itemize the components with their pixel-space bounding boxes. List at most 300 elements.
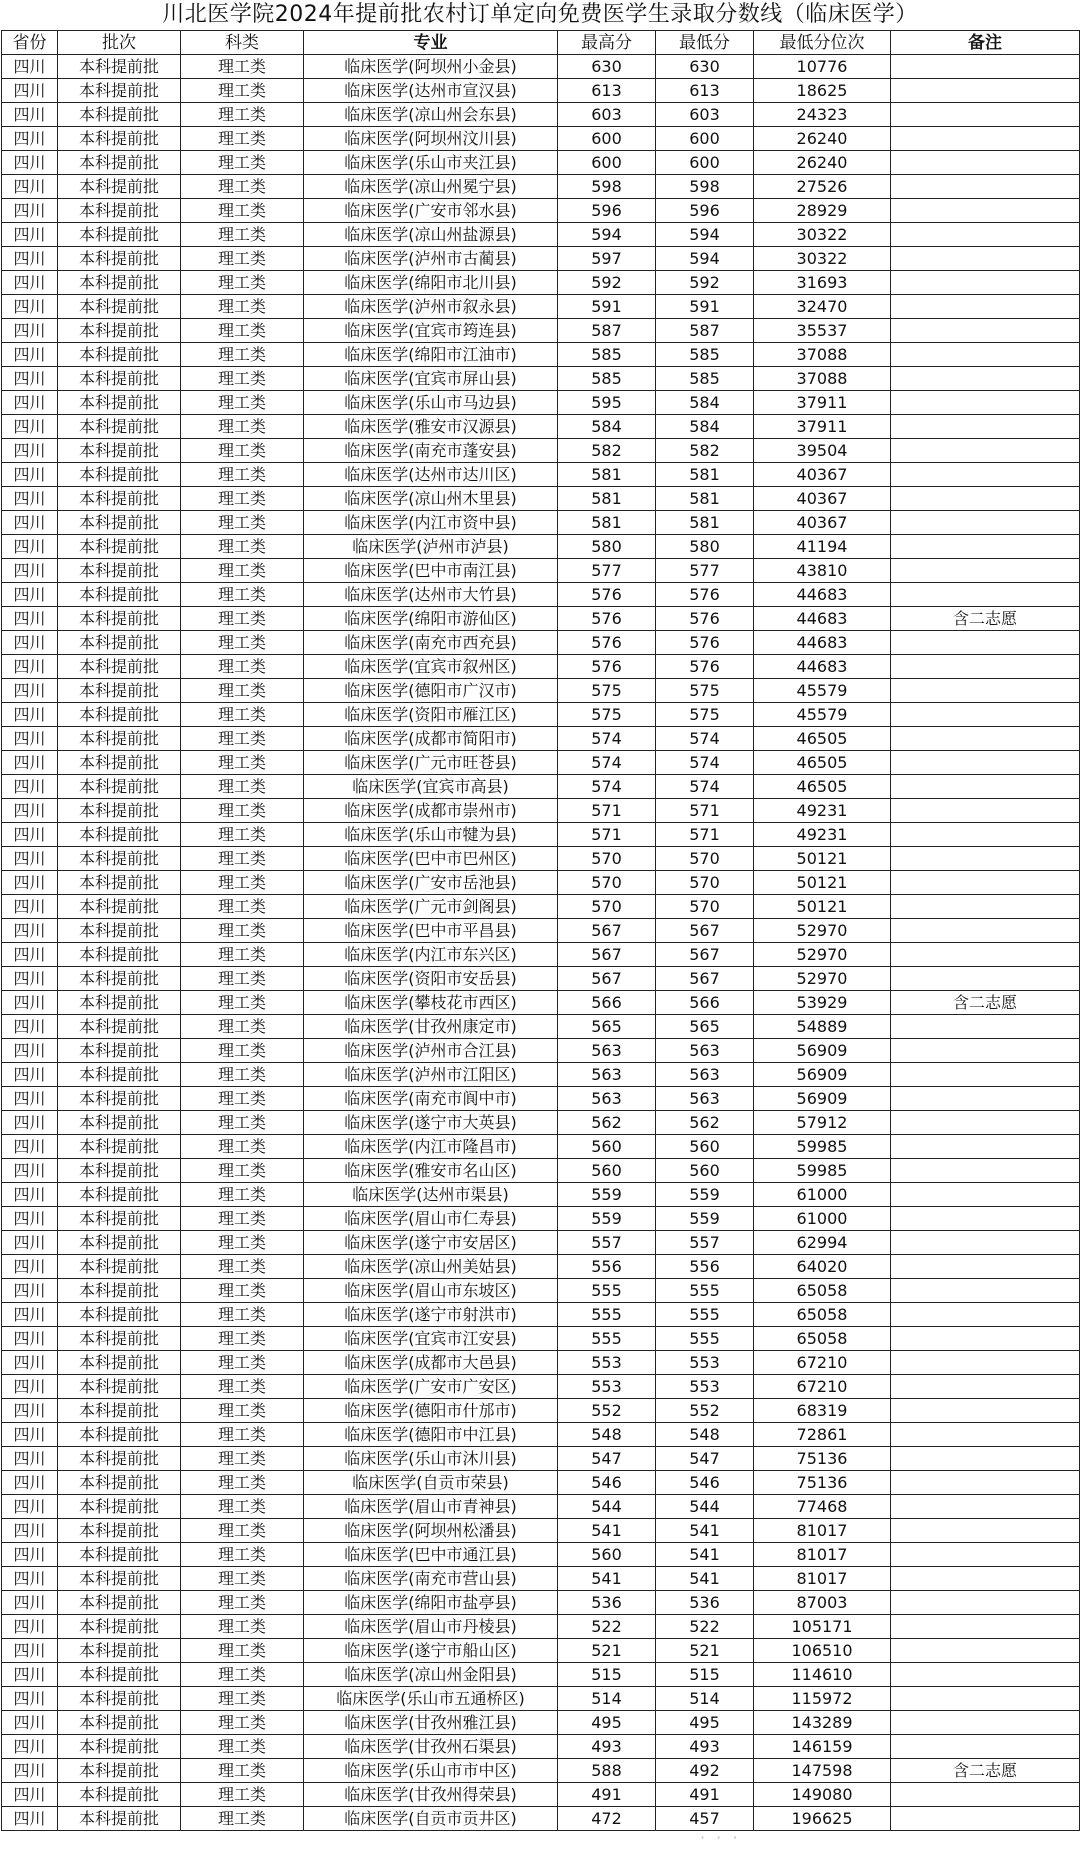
cell-province: 四川 (2, 775, 58, 799)
table-row (2, 511, 1080, 535)
table-row (2, 679, 1080, 703)
cell-category: 理工类 (181, 1327, 304, 1351)
cell-province: 四川 (2, 919, 58, 943)
cell-max-score: 555 (558, 1327, 656, 1351)
table-row (2, 1135, 1080, 1159)
cell-max-score: 588 (558, 1759, 656, 1783)
cell-province: 四川 (2, 1687, 58, 1711)
cell-min-rank: 46505 (754, 775, 891, 799)
cell-province: 四川 (2, 415, 58, 439)
cell-min-score: 565 (656, 1015, 754, 1039)
cell-remark (891, 535, 1080, 559)
cell-major: 临床医学(德阳市广汉市) (304, 679, 558, 703)
table-row (2, 79, 1080, 103)
cell-province: 四川 (2, 1207, 58, 1231)
cell-min-score: 567 (656, 943, 754, 967)
cell-max-score: 584 (558, 415, 656, 439)
table-row (2, 1015, 1080, 1039)
cell-min-score: 575 (656, 703, 754, 727)
cell-category: 理工类 (181, 1183, 304, 1207)
cell-major: 临床医学(雅安市汉源县) (304, 415, 558, 439)
cell-major: 临床医学(乐山市市中区) (304, 1759, 558, 1783)
cell-major: 临床医学(宜宾市筠连县) (304, 319, 558, 343)
cell-remark (891, 415, 1080, 439)
cell-max-score: 571 (558, 823, 656, 847)
table-row (2, 1711, 1080, 1735)
cell-remark (891, 1663, 1080, 1687)
cell-max-score: 603 (558, 103, 656, 127)
cell-major: 临床医学(广安市岳池县) (304, 871, 558, 895)
cell-max-score: 553 (558, 1351, 656, 1375)
cell-batch: 本科提前批 (58, 151, 181, 175)
cell-province: 四川 (2, 1183, 58, 1207)
table-row (2, 1303, 1080, 1327)
cell-province: 四川 (2, 847, 58, 871)
cell-batch: 本科提前批 (58, 1087, 181, 1111)
cell-min-score: 541 (656, 1567, 754, 1591)
cell-min-score: 457 (656, 1807, 754, 1831)
cell-province: 四川 (2, 1303, 58, 1327)
cell-province: 四川 (2, 511, 58, 535)
cell-remark (891, 319, 1080, 343)
cell-max-score: 576 (558, 655, 656, 679)
cell-category: 理工类 (181, 1039, 304, 1063)
cell-min-score: 560 (656, 1159, 754, 1183)
cell-max-score: 592 (558, 271, 656, 295)
cell-category: 理工类 (181, 223, 304, 247)
cell-min-rank: 81017 (754, 1567, 891, 1591)
cell-min-score: 492 (656, 1759, 754, 1783)
cell-batch: 本科提前批 (58, 943, 181, 967)
cell-category: 理工类 (181, 55, 304, 79)
table-row (2, 751, 1080, 775)
cell-remark (891, 1519, 1080, 1543)
cell-category: 理工类 (181, 391, 304, 415)
cell-max-score: 576 (558, 583, 656, 607)
cell-min-rank: 43810 (754, 559, 891, 583)
cell-major: 临床医学(德阳市中江县) (304, 1423, 558, 1447)
cell-major: 临床医学(巴中市巴州区) (304, 847, 558, 871)
header-province: 省份 (2, 31, 58, 55)
cell-max-score: 563 (558, 1039, 656, 1063)
cell-max-score: 567 (558, 943, 656, 967)
cell-min-score: 587 (656, 319, 754, 343)
cell-category: 理工类 (181, 1783, 304, 1807)
table-row (2, 1639, 1080, 1663)
cell-max-score: 555 (558, 1279, 656, 1303)
cell-major: 临床医学(绵阳市盐亭县) (304, 1591, 558, 1615)
cell-min-rank: 37911 (754, 415, 891, 439)
cell-major: 临床医学(泸州市江阳区) (304, 1063, 558, 1087)
cell-remark (891, 367, 1080, 391)
cell-remark (891, 1231, 1080, 1255)
cell-remark (891, 1111, 1080, 1135)
cell-remark (891, 1351, 1080, 1375)
table-row (2, 1111, 1080, 1135)
table-row (2, 1663, 1080, 1687)
cell-category: 理工类 (181, 1231, 304, 1255)
header-min-score: 最低分 (656, 31, 754, 55)
cell-min-rank: 52970 (754, 943, 891, 967)
cell-min-score: 584 (656, 415, 754, 439)
table-row (2, 391, 1080, 415)
cell-max-score: 544 (558, 1495, 656, 1519)
cell-batch: 本科提前批 (58, 1615, 181, 1639)
table-row (2, 1375, 1080, 1399)
table-row (2, 439, 1080, 463)
cell-major: 临床医学(乐山市沐川县) (304, 1447, 558, 1471)
cell-batch: 本科提前批 (58, 1207, 181, 1231)
cell-batch: 本科提前批 (58, 1399, 181, 1423)
cell-remark (891, 1615, 1080, 1639)
cell-min-score: 491 (656, 1783, 754, 1807)
cell-province: 四川 (2, 655, 58, 679)
cell-max-score: 575 (558, 679, 656, 703)
cell-category: 理工类 (181, 1351, 304, 1375)
cell-min-score: 577 (656, 559, 754, 583)
table-row (2, 655, 1080, 679)
cell-min-score: 596 (656, 199, 754, 223)
cell-min-score: 548 (656, 1423, 754, 1447)
cell-remark (891, 487, 1080, 511)
cell-min-rank: 18625 (754, 79, 891, 103)
cell-batch: 本科提前批 (58, 1711, 181, 1735)
cell-province: 四川 (2, 703, 58, 727)
cell-min-rank: 67210 (754, 1351, 891, 1375)
cell-province: 四川 (2, 319, 58, 343)
cell-max-score: 571 (558, 799, 656, 823)
cell-major: 临床医学(南充市蓬安县) (304, 439, 558, 463)
table-row (2, 895, 1080, 919)
cell-batch: 本科提前批 (58, 1735, 181, 1759)
cell-remark (891, 271, 1080, 295)
cell-major: 临床医学(凉山州美姑县) (304, 1255, 558, 1279)
cell-min-score: 559 (656, 1183, 754, 1207)
cell-max-score: 562 (558, 1111, 656, 1135)
cell-category: 理工类 (181, 775, 304, 799)
cell-min-score: 562 (656, 1111, 754, 1135)
cell-remark: 含二志愿 (891, 1759, 1080, 1783)
cell-min-score: 559 (656, 1207, 754, 1231)
table-row (2, 1351, 1080, 1375)
cell-province: 四川 (2, 391, 58, 415)
cell-min-rank: 52970 (754, 967, 891, 991)
cell-min-rank: 56909 (754, 1039, 891, 1063)
table-row (2, 1063, 1080, 1087)
cell-category: 理工类 (181, 871, 304, 895)
cell-category: 理工类 (181, 1663, 304, 1687)
cell-category: 理工类 (181, 1735, 304, 1759)
cell-province: 四川 (2, 679, 58, 703)
cell-min-rank: 81017 (754, 1543, 891, 1567)
cell-min-score: 553 (656, 1351, 754, 1375)
cell-category: 理工类 (181, 367, 304, 391)
cell-remark (891, 1183, 1080, 1207)
cell-max-score: 472 (558, 1807, 656, 1831)
cell-max-score: 560 (558, 1543, 656, 1567)
cell-min-rank: 44683 (754, 655, 891, 679)
cell-max-score: 570 (558, 871, 656, 895)
cell-max-score: 565 (558, 1015, 656, 1039)
cell-batch: 本科提前批 (58, 871, 181, 895)
cell-category: 理工类 (181, 1687, 304, 1711)
cell-max-score: 580 (558, 535, 656, 559)
cell-remark (891, 1711, 1080, 1735)
cell-major: 临床医学(达州市渠县) (304, 1183, 558, 1207)
cell-category: 理工类 (181, 1423, 304, 1447)
table-row (2, 583, 1080, 607)
cell-category: 理工类 (181, 967, 304, 991)
cell-min-rank: 143289 (754, 1711, 891, 1735)
cell-min-score: 581 (656, 463, 754, 487)
cell-province: 四川 (2, 1519, 58, 1543)
cell-major: 临床医学(广元市剑阁县) (304, 895, 558, 919)
cell-min-score: 582 (656, 439, 754, 463)
table-row (2, 1423, 1080, 1447)
cell-min-score: 495 (656, 1711, 754, 1735)
cell-min-rank: 50121 (754, 895, 891, 919)
cell-batch: 本科提前批 (58, 175, 181, 199)
table-row (2, 1759, 1080, 1783)
cell-min-rank: 147598 (754, 1759, 891, 1783)
cell-category: 理工类 (181, 439, 304, 463)
cell-min-rank: 40367 (754, 463, 891, 487)
cell-major: 临床医学(达州市宣汉县) (304, 79, 558, 103)
table-row (2, 1495, 1080, 1519)
cell-major: 临床医学(成都市崇州市) (304, 799, 558, 823)
table-body (2, 55, 1080, 1831)
cell-category: 理工类 (181, 1063, 304, 1087)
cell-major: 临床医学(雅安市名山区) (304, 1159, 558, 1183)
cell-province: 四川 (2, 1663, 58, 1687)
cell-batch: 本科提前批 (58, 1687, 181, 1711)
cell-remark (891, 1303, 1080, 1327)
cell-major: 临床医学(巴中市南江县) (304, 559, 558, 583)
table-row (2, 775, 1080, 799)
cell-major: 临床医学(泸州市叙永县) (304, 295, 558, 319)
cell-max-score: 493 (558, 1735, 656, 1759)
cell-max-score: 491 (558, 1783, 656, 1807)
cell-max-score: 581 (558, 463, 656, 487)
header-major: 专业 (304, 31, 558, 55)
table-row (2, 727, 1080, 751)
cell-min-score: 600 (656, 127, 754, 151)
table-row (2, 919, 1080, 943)
cell-province: 四川 (2, 1735, 58, 1759)
cell-major: 临床医学(达州市大竹县) (304, 583, 558, 607)
table-row (2, 1279, 1080, 1303)
table-row (2, 319, 1080, 343)
cell-batch: 本科提前批 (58, 1063, 181, 1087)
cell-batch: 本科提前批 (58, 1351, 181, 1375)
cell-remark (891, 1639, 1080, 1663)
cell-province: 四川 (2, 1111, 58, 1135)
cell-remark (891, 1735, 1080, 1759)
cell-max-score: 515 (558, 1663, 656, 1687)
cell-min-score: 570 (656, 895, 754, 919)
cell-batch: 本科提前批 (58, 199, 181, 223)
cell-major: 临床医学(攀枝花市西区) (304, 991, 558, 1015)
cell-batch: 本科提前批 (58, 79, 181, 103)
table-row (2, 1735, 1080, 1759)
cell-major: 临床医学(乐山市犍为县) (304, 823, 558, 847)
cell-major: 临床医学(凉山州冕宁县) (304, 175, 558, 199)
cell-min-score: 544 (656, 1495, 754, 1519)
cell-remark (891, 655, 1080, 679)
cell-max-score: 591 (558, 295, 656, 319)
cell-min-score: 591 (656, 295, 754, 319)
cell-min-rank: 56909 (754, 1063, 891, 1087)
cell-category: 理工类 (181, 1087, 304, 1111)
cell-major: 临床医学(巴中市平昌县) (304, 919, 558, 943)
cell-max-score: 567 (558, 919, 656, 943)
cell-batch: 本科提前批 (58, 1759, 181, 1783)
cell-remark (891, 1375, 1080, 1399)
table-row (2, 1207, 1080, 1231)
cell-remark (891, 631, 1080, 655)
cell-category: 理工类 (181, 727, 304, 751)
cell-max-score: 595 (558, 391, 656, 415)
cell-min-rank: 72861 (754, 1423, 891, 1447)
cell-major: 临床医学(泸州市泸县) (304, 535, 558, 559)
cell-remark (891, 823, 1080, 847)
cell-min-rank: 44683 (754, 631, 891, 655)
cell-remark (891, 1135, 1080, 1159)
table-row (2, 343, 1080, 367)
cell-min-rank: 149080 (754, 1783, 891, 1807)
cell-batch: 本科提前批 (58, 631, 181, 655)
cell-category: 理工类 (181, 679, 304, 703)
cell-remark (891, 871, 1080, 895)
cell-province: 四川 (2, 295, 58, 319)
cell-min-rank: 57912 (754, 1111, 891, 1135)
cell-min-score: 555 (656, 1303, 754, 1327)
cell-remark (891, 247, 1080, 271)
cell-province: 四川 (2, 751, 58, 775)
score-table (1, 30, 1080, 1831)
cell-remark (891, 847, 1080, 871)
cell-province: 四川 (2, 943, 58, 967)
cell-major: 临床医学(遂宁市安居区) (304, 1231, 558, 1255)
cell-batch: 本科提前批 (58, 1111, 181, 1135)
cell-category: 理工类 (181, 535, 304, 559)
cell-remark (891, 343, 1080, 367)
cell-batch: 本科提前批 (58, 607, 181, 631)
cell-max-score: 574 (558, 727, 656, 751)
cell-max-score: 522 (558, 1615, 656, 1639)
cell-batch: 本科提前批 (58, 583, 181, 607)
cell-remark (891, 1567, 1080, 1591)
cell-category: 理工类 (181, 919, 304, 943)
cell-max-score: 596 (558, 199, 656, 223)
cell-batch: 本科提前批 (58, 103, 181, 127)
cell-batch: 本科提前批 (58, 1519, 181, 1543)
cell-max-score: 600 (558, 127, 656, 151)
cell-remark (891, 175, 1080, 199)
cell-max-score: 546 (558, 1471, 656, 1495)
cell-min-rank: 77468 (754, 1495, 891, 1519)
cell-min-rank: 32470 (754, 295, 891, 319)
cell-min-score: 567 (656, 919, 754, 943)
cell-batch: 本科提前批 (58, 511, 181, 535)
cell-major: 临床医学(成都市大邑县) (304, 1351, 558, 1375)
table-row (2, 1183, 1080, 1207)
cell-major: 临床医学(宜宾市屏山县) (304, 367, 558, 391)
cell-category: 理工类 (181, 1495, 304, 1519)
cell-major: 临床医学(达州市达川区) (304, 463, 558, 487)
cell-province: 四川 (2, 199, 58, 223)
cell-major: 临床医学(乐山市五通桥区) (304, 1687, 558, 1711)
cell-major: 临床医学(广安市广安区) (304, 1375, 558, 1399)
cell-batch: 本科提前批 (58, 1567, 181, 1591)
header-remark: 备注 (891, 31, 1080, 55)
cell-max-score: 560 (558, 1159, 656, 1183)
table-row (2, 991, 1080, 1015)
cell-province: 四川 (2, 79, 58, 103)
cell-remark (891, 295, 1080, 319)
cell-remark (891, 1687, 1080, 1711)
cell-min-rank: 87003 (754, 1591, 891, 1615)
cell-province: 四川 (2, 967, 58, 991)
cell-province: 四川 (2, 1087, 58, 1111)
cell-min-rank: 30322 (754, 223, 891, 247)
table-row (2, 1615, 1080, 1639)
table-row (2, 175, 1080, 199)
table-row (2, 1471, 1080, 1495)
table-row (2, 1255, 1080, 1279)
cell-min-rank: 37088 (754, 343, 891, 367)
cell-min-score: 576 (656, 631, 754, 655)
cell-remark (891, 103, 1080, 127)
cell-category: 理工类 (181, 127, 304, 151)
cell-major: 临床医学(绵阳市游仙区) (304, 607, 558, 631)
cell-province: 四川 (2, 463, 58, 487)
cell-batch: 本科提前批 (58, 1279, 181, 1303)
cell-min-rank: 45579 (754, 679, 891, 703)
cell-province: 四川 (2, 535, 58, 559)
cell-remark (891, 1207, 1080, 1231)
cell-batch: 本科提前批 (58, 487, 181, 511)
cell-major: 临床医学(广元市旺苍县) (304, 751, 558, 775)
cell-major: 临床医学(南充市营山县) (304, 1567, 558, 1591)
cell-batch: 本科提前批 (58, 1807, 181, 1831)
cell-batch: 本科提前批 (58, 1159, 181, 1183)
cell-max-score: 576 (558, 631, 656, 655)
cell-province: 四川 (2, 127, 58, 151)
cell-batch: 本科提前批 (58, 679, 181, 703)
table-row (2, 367, 1080, 391)
cell-batch: 本科提前批 (58, 655, 181, 679)
cell-province: 四川 (2, 1447, 58, 1471)
cell-province: 四川 (2, 1759, 58, 1783)
header-category: 科类 (181, 31, 304, 55)
cell-batch: 本科提前批 (58, 727, 181, 751)
cell-province: 四川 (2, 895, 58, 919)
cell-batch: 本科提前批 (58, 967, 181, 991)
cell-min-score: 576 (656, 583, 754, 607)
cell-min-score: 546 (656, 1471, 754, 1495)
cell-batch: 本科提前批 (58, 535, 181, 559)
cell-remark: 含二志愿 (891, 607, 1080, 631)
cell-major: 临床医学(甘孜州康定市) (304, 1015, 558, 1039)
cell-batch: 本科提前批 (58, 775, 181, 799)
table-row (2, 943, 1080, 967)
cell-batch: 本科提前批 (58, 271, 181, 295)
cell-major: 临床医学(泸州市合江县) (304, 1039, 558, 1063)
cell-max-score: 563 (558, 1087, 656, 1111)
cell-min-rank: 26240 (754, 127, 891, 151)
cell-province: 四川 (2, 1495, 58, 1519)
